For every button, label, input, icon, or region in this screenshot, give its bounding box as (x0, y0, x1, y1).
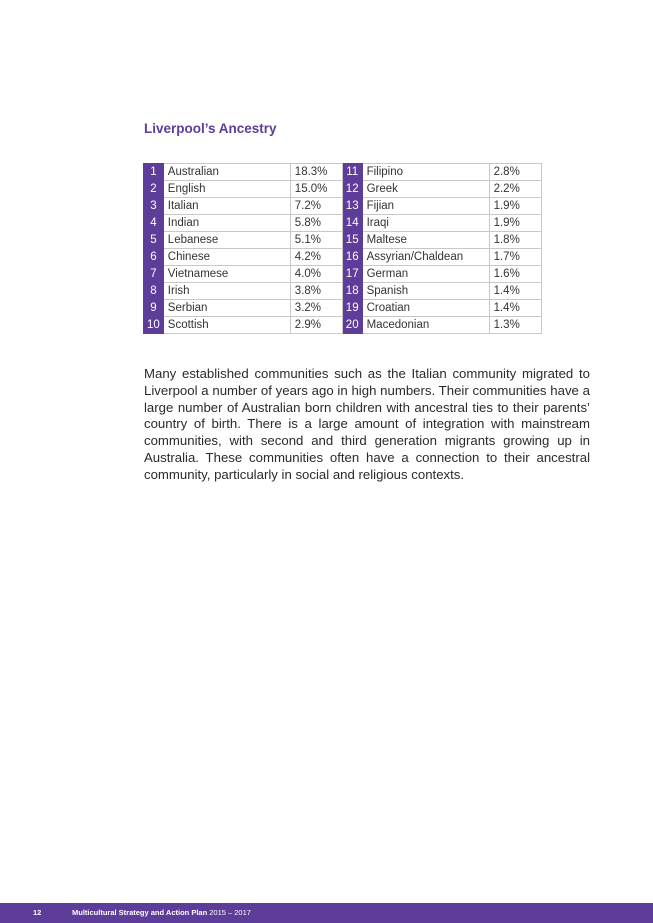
rank-cell: 10 (144, 317, 164, 334)
ancestry-name-cell: German (362, 266, 489, 283)
table-row (144, 215, 542, 232)
rank-cell: 4 (144, 215, 164, 232)
ancestry-name-cell: Chinese (163, 249, 290, 266)
ancestry-name-cell: Indian (163, 215, 290, 232)
rank-cell: 16 (342, 249, 362, 266)
rank-cell: 15 (342, 232, 362, 249)
ancestry-percent-cell: 1.6% (489, 266, 541, 283)
rank-cell: 9 (144, 300, 164, 317)
table-row (144, 317, 542, 334)
rank-cell: 6 (144, 249, 164, 266)
ancestry-name-cell: Irish (163, 283, 290, 300)
ancestry-table (143, 163, 542, 334)
ancestry-percent-cell: 2.9% (290, 317, 342, 334)
table-row (144, 198, 542, 215)
ancestry-percent-cell: 2.8% (489, 164, 541, 181)
footer-doc-title (72, 903, 251, 923)
ancestry-name-cell: Macedonian (362, 317, 489, 334)
ancestry-percent-cell: 7.2% (290, 198, 342, 215)
page-footer (0, 903, 653, 923)
table-row (144, 181, 542, 198)
ancestry-percent-cell: 4.2% (290, 249, 342, 266)
ancestry-name-cell: Maltese (362, 232, 489, 249)
ancestry-name-cell: Lebanese (163, 232, 290, 249)
ancestry-name-cell: Filipino (362, 164, 489, 181)
ancestry-name-cell: Italian (163, 198, 290, 215)
ancestry-name-cell: Iraqi (362, 215, 489, 232)
ancestry-percent-cell: 1.8% (489, 232, 541, 249)
table-row (144, 249, 542, 266)
ancestry-percent-cell: 18.3% (290, 164, 342, 181)
body-paragraph: Many established communities such as the Italian community migrated to Liverpool a number of years ago in high numbers. Their communities have a large number of Australian born children with ancestral ties to their parents’ country of birth. There is a large amount of integration with mainstream communities, with second and third generation migrants growing up in Australia. These communities often have a connection to their ancestral community, particularly in social and religious contexts. (144, 366, 590, 482)
ancestry-name-cell: Scottish (163, 317, 290, 334)
rank-cell: 1 (144, 164, 164, 181)
table-row (144, 300, 542, 317)
section-title: Liverpool’s Ancestry (144, 121, 277, 136)
footer-years: 2015 – 2017 (207, 908, 251, 917)
rank-cell: 2 (144, 181, 164, 198)
ancestry-percent-cell: 5.1% (290, 232, 342, 249)
rank-cell: 3 (144, 198, 164, 215)
ancestry-name-cell: Croatian (362, 300, 489, 317)
ancestry-name-cell: Assyrian/Chaldean (362, 249, 489, 266)
table-row (144, 232, 542, 249)
ancestry-name-cell: English (163, 181, 290, 198)
table-row (144, 266, 542, 283)
ancestry-name-cell: Fijian (362, 198, 489, 215)
ancestry-name-cell: Australian (163, 164, 290, 181)
ancestry-name-cell: Vietnamese (163, 266, 290, 283)
rank-cell: 17 (342, 266, 362, 283)
ancestry-percent-cell: 3.8% (290, 283, 342, 300)
rank-cell: 7 (144, 266, 164, 283)
ancestry-table-body (144, 164, 542, 334)
rank-cell: 19 (342, 300, 362, 317)
rank-cell: 14 (342, 215, 362, 232)
ancestry-name-cell: Serbian (163, 300, 290, 317)
rank-cell: 12 (342, 181, 362, 198)
ancestry-name-cell: Spanish (362, 283, 489, 300)
ancestry-percent-cell: 1.3% (489, 317, 541, 334)
rank-cell: 20 (342, 317, 362, 334)
rank-cell: 8 (144, 283, 164, 300)
ancestry-percent-cell: 1.4% (489, 300, 541, 317)
ancestry-percent-cell: 1.9% (489, 198, 541, 215)
rank-cell: 11 (342, 164, 362, 181)
footer-title-text: Multicultural Strategy and Action Plan (72, 908, 208, 917)
table-row (144, 164, 542, 181)
ancestry-percent-cell: 1.9% (489, 215, 541, 232)
ancestry-percent-cell: 15.0% (290, 181, 342, 198)
ancestry-name-cell: Greek (362, 181, 489, 198)
rank-cell: 13 (342, 198, 362, 215)
ancestry-percent-cell: 1.4% (489, 283, 541, 300)
ancestry-percent-cell: 1.7% (489, 249, 541, 266)
ancestry-percent-cell: 3.2% (290, 300, 342, 317)
table-row (144, 283, 542, 300)
ancestry-percent-cell: 4.0% (290, 266, 342, 283)
page-number: 12 (33, 908, 42, 917)
ancestry-percent-cell: 2.2% (489, 181, 541, 198)
rank-cell: 5 (144, 232, 164, 249)
rank-cell: 18 (342, 283, 362, 300)
ancestry-percent-cell: 5.8% (290, 215, 342, 232)
